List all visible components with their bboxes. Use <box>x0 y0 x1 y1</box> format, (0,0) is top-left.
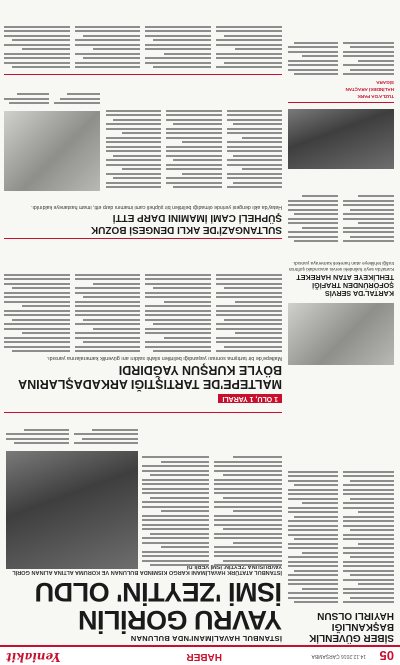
page-number: 05 <box>379 648 394 663</box>
maltepe-story <box>4 355 282 413</box>
sultangazi-story <box>4 204 282 239</box>
transport-headline-2: ŞOFÖRÜNDEN TRAFİĞİ <box>312 281 394 290</box>
maltepe-body <box>4 245 282 355</box>
gorilla-photo <box>6 451 138 569</box>
tuzla-body <box>288 40 394 79</box>
main-story-body <box>142 419 282 569</box>
transport-body <box>288 175 394 245</box>
tuzla-sidebar <box>288 6 394 103</box>
side-headline-1: SİBER GÜVENLİK <box>308 632 394 643</box>
sultangazi-headline-1: SULTANGAZİ'DE AKLI DENGESİ BOZUK <box>90 224 282 235</box>
bus-photo-1 <box>288 303 394 365</box>
main-headline-1: YAVRU GORİLİN <box>78 605 282 635</box>
sultangazi-headline-2: ŞÜPHELİ CAMİ İMAMINI DARP ETTİ <box>112 212 282 224</box>
tuzla-title-1: TUZLA'DA PARK <box>357 94 394 99</box>
sultangazi-body <box>106 81 282 191</box>
main-kicker: İSTANBUL HAVALİMANI'NDA BULUNAN <box>130 634 282 643</box>
side-story-body <box>288 469 394 607</box>
sultangazi-deck: Hatay'da aklı dengesi yerinde olmadığı belirtilen bir şüpheli cami imamını darp etti, imam hastaneye kaldırıldı. <box>31 204 282 210</box>
mosque-photo <box>4 111 100 191</box>
bus-photo-2 <box>288 109 394 169</box>
side-headline-2: BAŞKANLIĞI <box>331 621 394 632</box>
masthead <box>0 645 400 665</box>
bottom-body <box>4 3 282 75</box>
transport-story <box>288 260 394 297</box>
transport-headline-1: KARTAL'DA SERVİS <box>324 289 394 298</box>
maltepe-headline-2: BÖYLE KURŞUN YAĞDIRDI <box>118 363 282 377</box>
maltepe-deck: Maltepe'de bir tartışma sonrası yaşandığı belirtilen silahlı saldırı anı güvenlik kameralarına yansıdı. <box>46 355 282 361</box>
masthead-date: 14.12.2016 ÇARŞAMBA <box>311 653 366 659</box>
main-story-body-2 <box>6 419 138 447</box>
sultangazi-body-2 <box>4 81 100 107</box>
main-headline-2: İSMİ 'ZEYTİN' OLDU <box>35 577 282 607</box>
transport-headline-3: TEHLİKEYE ATAN HAREKET <box>296 273 394 282</box>
side-headline-3: HAYIRLI OLSUN <box>317 610 394 621</box>
section-label: HABER <box>186 651 222 662</box>
main-story-header <box>4 562 282 643</box>
tuzla-title-2: HALİNDEKİ ARAÇTAN <box>345 87 394 92</box>
paper-logo: Yeniakit <box>6 650 61 664</box>
transport-deck: Kartal'da seyir halindeki servis aracındaki şoförün trafiği tehlikeye atan hareketi kameraya yansıdı. <box>288 260 394 271</box>
maltepe-headline-1: MALTEPE'DE TARTIŞTIĞI ARKADAŞLARINA <box>18 377 282 391</box>
tuzla-title-3: SİGARA <box>376 80 394 85</box>
main-deck: İSTANBUL ATATÜRK HAVALİMANI KARGO KISMINDA BULUNAN VE KORUMA ALTINA ALINAN GORİL <box>12 569 282 575</box>
maltepe-badge: 1 ÖLÜ, 1 YARALI <box>218 394 282 403</box>
side-story <box>288 469 394 644</box>
